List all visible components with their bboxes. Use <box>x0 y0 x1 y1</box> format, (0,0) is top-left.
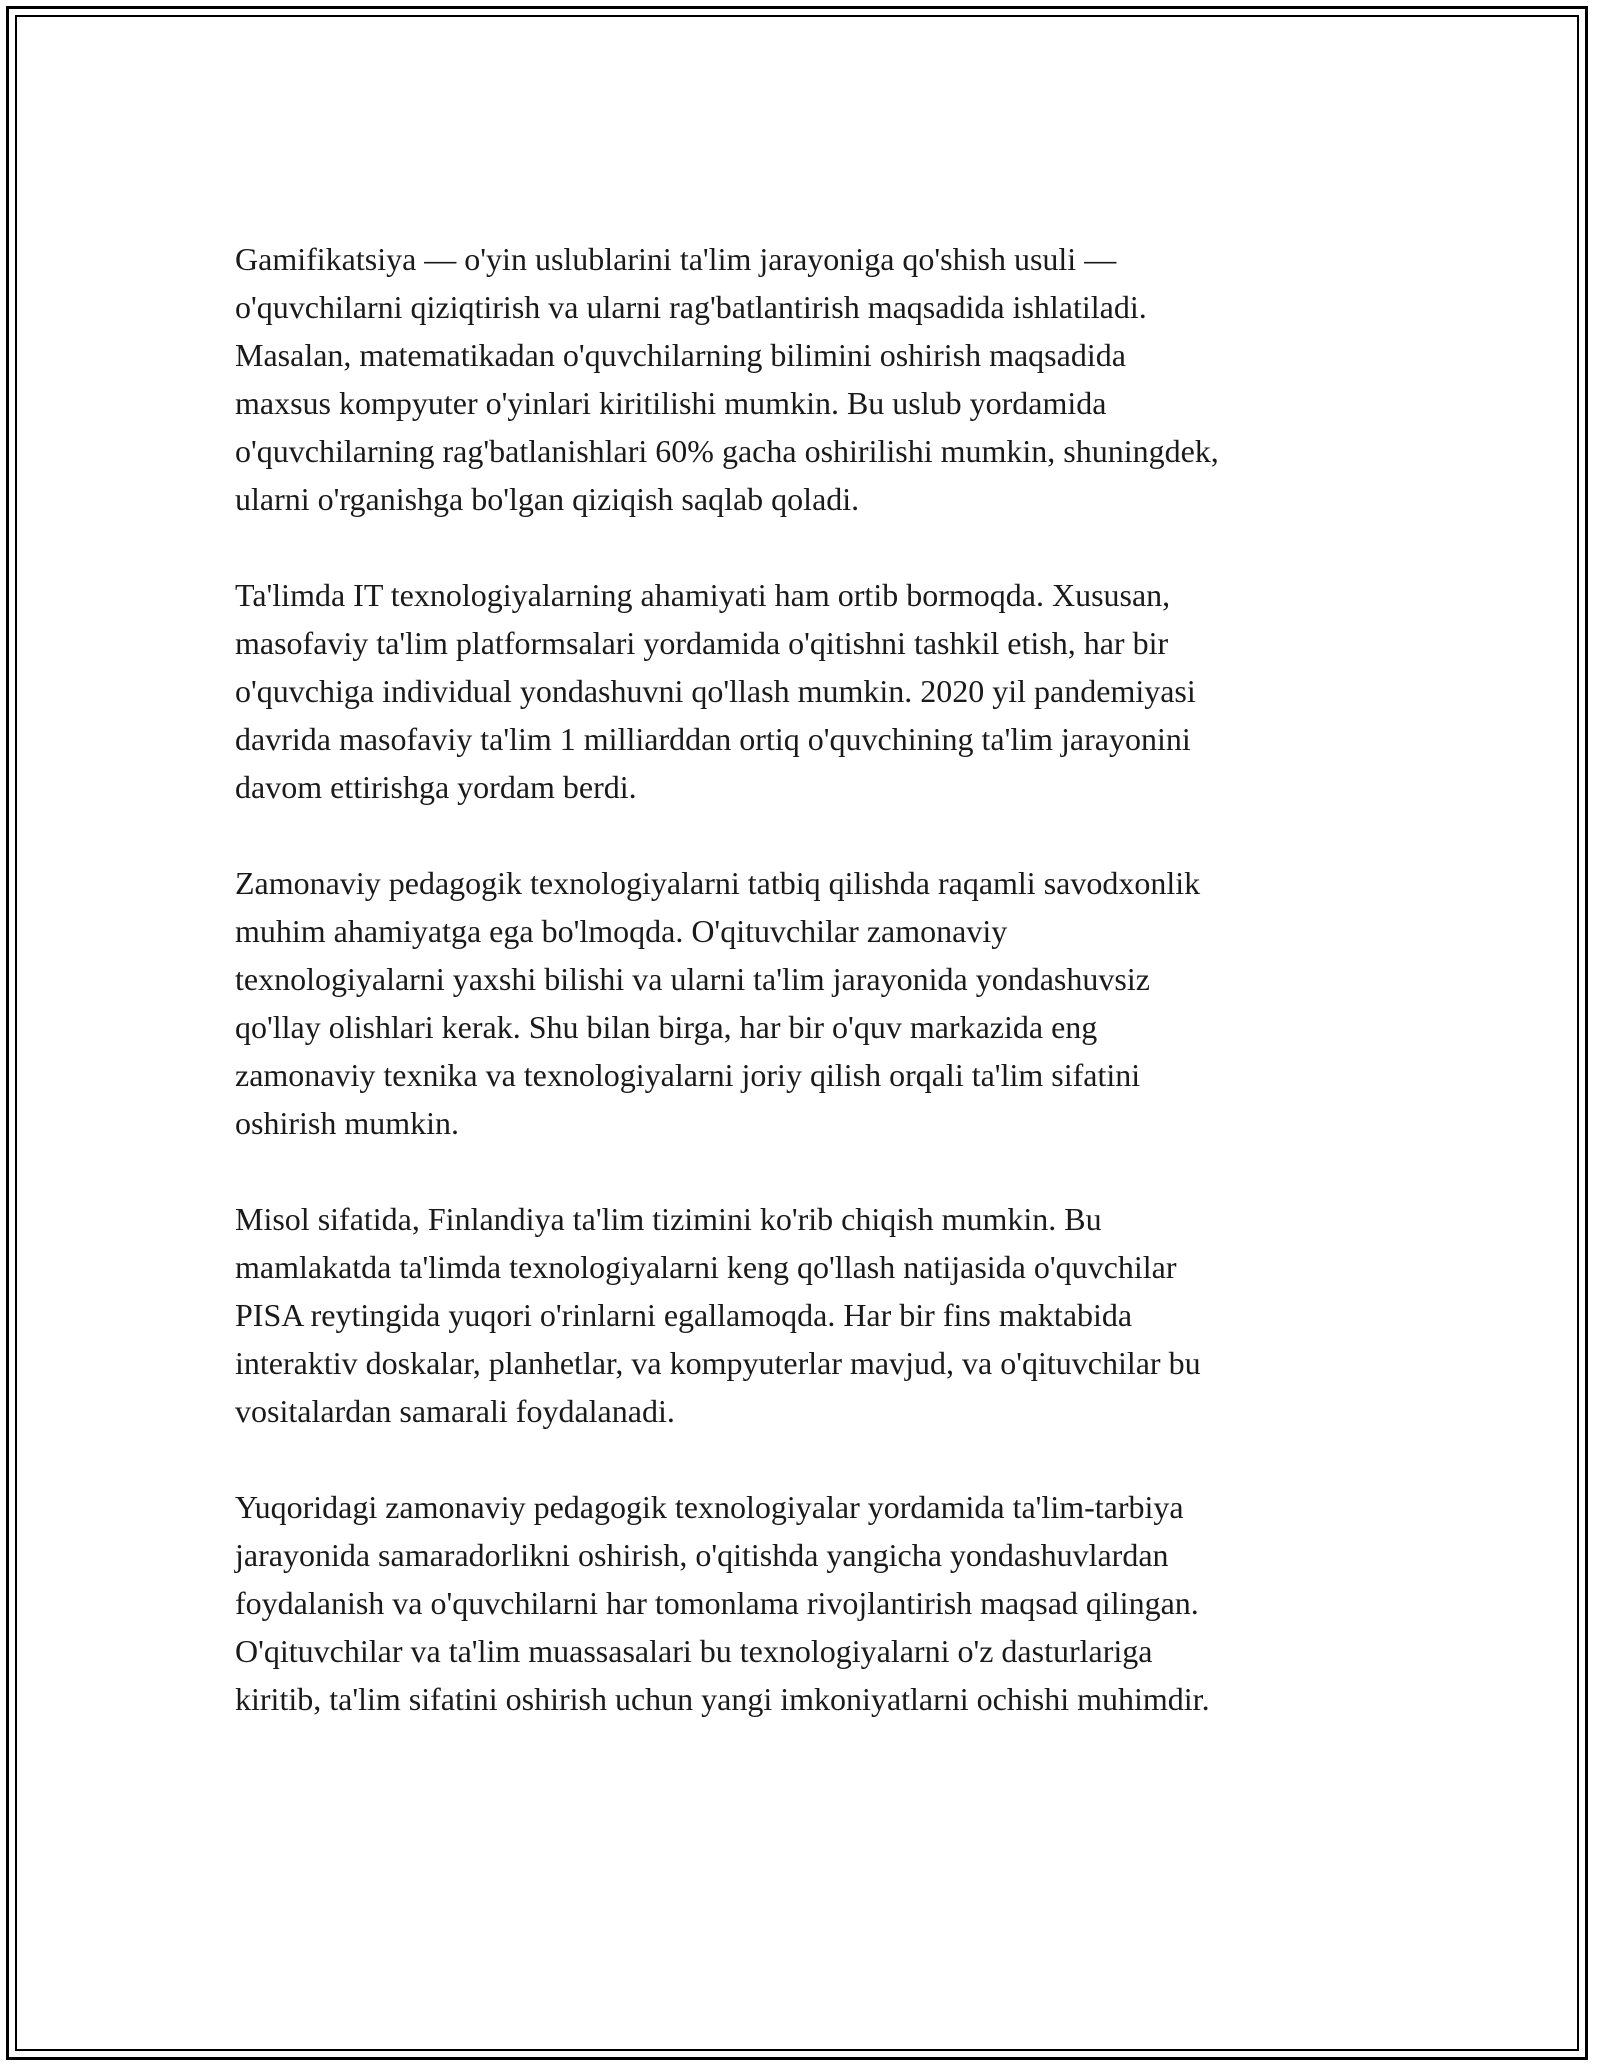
paragraph-digital-literacy: Zamonaviy pedagogik texnologiyalarni tatbiq qilishda raqamli savodxonlik muhim ahamiyatga ega bo'lmoqda. O'qituvchilar zamonaviy texnologiyalarni yaxshi bilishi va ularni ta'lim jarayonida yondashuvsiz qo'llay olishlari kerak. Shu bilan birga, har bir o'quv markazida eng zamonaviy texnika va texnologiyalarni joriy qilish orqali ta'lim sifatini oshirish mumkin. <box>235 865 1201 1141</box>
paragraph-it-technologies: Ta'limda IT texnologiyalarning ahamiyati ham ortib bormoqda. Xususan, masofaviy ta'lim platformsalari yordamida o'qitishni tashkil etish, har bir o'quvchiga individual yondashuvni qo'llash mumkin. 2020 yil pandemiyasi davrida masofaviy ta'lim 1 milliarddan ortiq o'quvchining ta'lim jarayonini davom ettirishga yordam berdi. <box>235 577 1196 805</box>
paragraph-gamification: Gamifikatsiya — o'yin uslublarini ta'lim jarayoniga qo'shish usuli — o'quvchilarni qiziqtirish va ularni rag'batlantirish maqsadida ishlatiladi. Masalan, matematikadan o'quvchilarning bilimini oshirish maqsadida maxsus kompyuter o'yinlari kiritilishi mumkin. Bu uslub yordamida o'quvchilarning rag'batlanishlari 60% gacha oshirilishi mumkin, shuningdek, ularni o'rganishga bo'lgan qiziqish saqlab qoladi. <box>235 241 1219 517</box>
paragraph-conclusion: Yuqoridagi zamonaviy pedagogik texnologiyalar yordamida ta'lim-tarbiya jarayonida samaradorlikni oshirish, o'qitishda yangicha yondashuvlardan foydalanish va o'quvchilarni har tomonlama rivojlantirish maqsad qilingan. O'qituvchilar va ta'lim muassasalari bu texnologiyalarni o'z dasturlariga kiritib, ta'lim sifatini oshirish uchun yangi imkoniyatlarni ochishi muhimdir. <box>235 1489 1210 1717</box>
paragraph-finland-example: Misol sifatida, Finlandiya ta'lim tizimini ko'rib chiqish mumkin. Bu mamlakatda ta'limda texnologiyalarni keng qo'llash natijasida o'quvchilar PISA reytingida yuqori o'rinlarni egallamoqda. Har bir fins maktabida interaktiv doskalar, planhetlar, va kompyuterlar mavjud, va o'qituvchilar bu vositalardan samarali foydalanadi. <box>235 1201 1201 1429</box>
document-body <box>235 235 1385 1771</box>
